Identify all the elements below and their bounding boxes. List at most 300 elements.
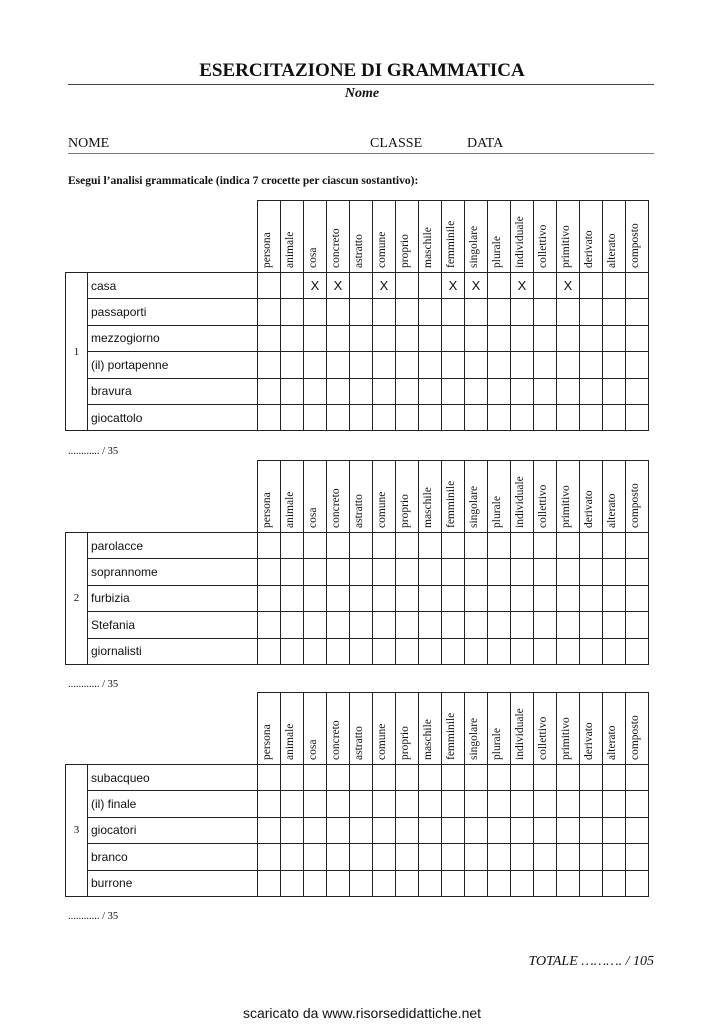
column-header [626, 461, 649, 533]
checkbox-cell-astratto[interactable] [350, 299, 373, 325]
checkbox-cell-derivato[interactable] [580, 559, 603, 585]
checkbox-cell-comune[interactable] [373, 404, 396, 430]
page-title: ESERCITAZIONE DI GRAMMATICA [199, 60, 525, 81]
checkbox-cell-maschile[interactable] [419, 533, 442, 559]
checkbox-cell-primitivo[interactable] [557, 638, 580, 664]
checkbox-cell-comune[interactable] [373, 817, 396, 843]
checkbox-cell-comune[interactable] [373, 585, 396, 611]
checkbox-cell-concreto[interactable] [327, 325, 350, 351]
checkbox-cell-derivato[interactable] [580, 325, 603, 351]
checkbox-cell-plurale[interactable] [488, 817, 511, 843]
checkbox-cell-primitivo[interactable] [557, 844, 580, 870]
table-row [66, 533, 649, 559]
checkbox-cell-animale[interactable] [281, 352, 304, 378]
checkbox-cell-composto[interactable] [626, 273, 649, 299]
checkbox-cell-derivato[interactable] [580, 404, 603, 430]
checkbox-cell-femminile[interactable] [442, 844, 465, 870]
section-number: 3 [66, 765, 88, 897]
checkbox-cell-proprio[interactable] [396, 404, 419, 430]
checkbox-cell-proprio[interactable] [396, 378, 419, 404]
checkbox-cell-plurale[interactable] [488, 559, 511, 585]
checkbox-cell-primitivo[interactable] [557, 585, 580, 611]
checkbox-cell-animale[interactable] [281, 844, 304, 870]
checkbox-cell-astratto[interactable] [350, 638, 373, 664]
checkbox-cell-proprio[interactable] [396, 273, 419, 299]
checkbox-cell-primitivo[interactable] [557, 273, 580, 299]
checkbox-cell-individuale[interactable] [511, 870, 534, 896]
checkbox-cell-singolare[interactable] [465, 844, 488, 870]
checkbox-cell-maschile[interactable] [419, 844, 442, 870]
column-header-label: astratto [353, 494, 365, 528]
checkbox-cell-proprio[interactable] [396, 844, 419, 870]
checkbox-cell-derivato[interactable] [580, 299, 603, 325]
checkbox-cell-astratto[interactable] [350, 378, 373, 404]
checkbox-cell-comune[interactable] [373, 844, 396, 870]
checkbox-cell-collettivo[interactable] [534, 791, 557, 817]
checkbox-cell-astratto[interactable] [350, 844, 373, 870]
checkbox-cell-astratto[interactable] [350, 404, 373, 430]
checkbox-cell-concreto[interactable] [327, 870, 350, 896]
checkbox-cell-individuale[interactable] [511, 817, 534, 843]
checkbox-cell-concreto[interactable] [327, 817, 350, 843]
checkbox-cell-femminile[interactable] [442, 352, 465, 378]
checkbox-cell-primitivo[interactable] [557, 765, 580, 791]
checkbox-cell-composto[interactable] [626, 352, 649, 378]
checkbox-cell-individuale[interactable] [511, 325, 534, 351]
checkbox-cell-singolare[interactable] [465, 352, 488, 378]
checkbox-cell-persona[interactable] [258, 378, 281, 404]
checkbox-cell-collettivo[interactable] [534, 352, 557, 378]
checkbox-cell-singolare[interactable] [465, 765, 488, 791]
checkbox-cell-astratto[interactable] [350, 585, 373, 611]
checkbox-cell-derivato[interactable] [580, 870, 603, 896]
checkbox-cell-proprio[interactable] [396, 559, 419, 585]
checkbox-cell-femminile[interactable] [442, 638, 465, 664]
checkbox-cell-plurale[interactable] [488, 533, 511, 559]
checkbox-cell-animale[interactable] [281, 765, 304, 791]
checkbox-cell-proprio[interactable] [396, 325, 419, 351]
checkbox-cell-composto[interactable] [626, 638, 649, 664]
checkbox-cell-individuale[interactable] [511, 533, 534, 559]
table-row [66, 844, 649, 870]
checkbox-cell-singolare[interactable] [465, 870, 488, 896]
checkbox-cell-animale[interactable] [281, 273, 304, 299]
checkbox-cell-collettivo[interactable] [534, 533, 557, 559]
checkbox-cell-persona[interactable] [258, 817, 281, 843]
checkbox-cell-singolare[interactable] [465, 273, 488, 299]
checkbox-cell-concreto[interactable] [327, 533, 350, 559]
checkbox-cell-animale[interactable] [281, 638, 304, 664]
checkbox-cell-concreto[interactable] [327, 585, 350, 611]
checkbox-cell-collettivo[interactable] [534, 817, 557, 843]
checkbox-cell-animale[interactable] [281, 378, 304, 404]
checkbox-cell-maschile[interactable] [419, 765, 442, 791]
checkbox-cell-alterato[interactable] [603, 844, 626, 870]
checkbox-cell-individuale[interactable] [511, 352, 534, 378]
checkbox-cell-comune[interactable] [373, 352, 396, 378]
section-number: 2 [66, 533, 88, 665]
checkbox-cell-plurale[interactable] [488, 352, 511, 378]
checkbox-cell-femminile[interactable] [442, 299, 465, 325]
checkbox-cell-concreto[interactable] [327, 638, 350, 664]
checkbox-cell-composto[interactable] [626, 612, 649, 638]
checkbox-cell-alterato[interactable] [603, 585, 626, 611]
checkbox-cell-composto[interactable] [626, 870, 649, 896]
checkbox-cell-collettivo[interactable] [534, 765, 557, 791]
checkbox-cell-concreto[interactable] [327, 765, 350, 791]
checkbox-cell-primitivo[interactable] [557, 352, 580, 378]
column-header-label: maschile [422, 719, 434, 760]
checkbox-cell-derivato[interactable] [580, 273, 603, 299]
checkbox-cell-plurale[interactable] [488, 844, 511, 870]
checkbox-cell-proprio[interactable] [396, 585, 419, 611]
checkbox-cell-alterato[interactable] [603, 273, 626, 299]
checkbox-cell-alterato[interactable] [603, 378, 626, 404]
checkbox-cell-animale[interactable] [281, 325, 304, 351]
checkbox-cell-primitivo[interactable] [557, 559, 580, 585]
checkbox-cell-cosa[interactable] [304, 404, 327, 430]
checkbox-cell-individuale[interactable] [511, 765, 534, 791]
checkbox-cell-collettivo[interactable] [534, 844, 557, 870]
checkbox-cell-femminile[interactable] [442, 533, 465, 559]
checkbox-cell-composto[interactable] [626, 533, 649, 559]
checkbox-cell-concreto[interactable] [327, 844, 350, 870]
checkbox-cell-femminile[interactable] [442, 612, 465, 638]
checkbox-cell-singolare[interactable] [465, 325, 488, 351]
checkbox-cell-animale[interactable] [281, 559, 304, 585]
checkbox-cell-astratto[interactable] [350, 791, 373, 817]
checkbox-cell-femminile[interactable] [442, 325, 465, 351]
checkbox-cell-primitivo[interactable] [557, 612, 580, 638]
checkbox-cell-persona[interactable] [258, 612, 281, 638]
checkbox-cell-cosa[interactable] [304, 612, 327, 638]
checkbox-cell-maschile[interactable] [419, 612, 442, 638]
checkbox-cell-astratto[interactable] [350, 273, 373, 299]
checkbox-cell-cosa[interactable] [304, 325, 327, 351]
checkbox-cell-comune[interactable] [373, 299, 396, 325]
checkbox-cell-astratto[interactable] [350, 817, 373, 843]
checkbox-cell-maschile[interactable] [419, 273, 442, 299]
checkbox-cell-primitivo[interactable] [557, 325, 580, 351]
column-header-label: persona [261, 492, 273, 528]
checkbox-cell-animale[interactable] [281, 585, 304, 611]
checkbox-cell-cosa[interactable] [304, 844, 327, 870]
checkbox-cell-plurale[interactable] [488, 378, 511, 404]
noun-word: soprannome [88, 559, 258, 585]
checkbox-cell-cosa[interactable] [304, 765, 327, 791]
checkbox-cell-cosa[interactable] [304, 559, 327, 585]
checkbox-cell-maschile[interactable] [419, 585, 442, 611]
checkbox-cell-femminile[interactable] [442, 404, 465, 430]
checkbox-cell-individuale[interactable] [511, 273, 534, 299]
column-header-row [66, 461, 649, 533]
checkbox-cell-femminile[interactable] [442, 765, 465, 791]
checkbox-cell-alterato[interactable] [603, 817, 626, 843]
checkbox-cell-astratto[interactable] [350, 612, 373, 638]
checkbox-cell-plurale[interactable] [488, 404, 511, 430]
checkbox-cell-concreto[interactable] [327, 612, 350, 638]
checkbox-cell-cosa[interactable] [304, 870, 327, 896]
checkbox-cell-comune[interactable] [373, 638, 396, 664]
checkbox-cell-animale[interactable] [281, 870, 304, 896]
checkbox-cell-plurale[interactable] [488, 273, 511, 299]
checkbox-cell-composto[interactable] [626, 325, 649, 351]
column-header [534, 693, 557, 765]
checkbox-cell-comune[interactable] [373, 870, 396, 896]
checkbox-cell-persona[interactable] [258, 325, 281, 351]
checkbox-cell-maschile[interactable] [419, 791, 442, 817]
checkbox-cell-plurale[interactable] [488, 791, 511, 817]
checkbox-cell-singolare[interactable] [465, 299, 488, 325]
checkbox-cell-individuale[interactable] [511, 844, 534, 870]
checkbox-cell-cosa[interactable] [304, 585, 327, 611]
column-header-label: plurale [491, 728, 503, 760]
checkbox-cell-astratto[interactable] [350, 870, 373, 896]
checkbox-cell-derivato[interactable] [580, 638, 603, 664]
checkbox-cell-cosa[interactable] [304, 791, 327, 817]
checkbox-cell-animale[interactable] [281, 791, 304, 817]
checkbox-cell-alterato[interactable] [603, 870, 626, 896]
checkbox-cell-primitivo[interactable] [557, 404, 580, 430]
checkbox-cell-cosa[interactable] [304, 273, 327, 299]
checkbox-cell-singolare[interactable] [465, 585, 488, 611]
checkbox-cell-animale[interactable] [281, 404, 304, 430]
checkbox-cell-persona[interactable] [258, 352, 281, 378]
checkbox-cell-composto[interactable] [626, 585, 649, 611]
checkbox-cell-alterato[interactable] [603, 299, 626, 325]
checkbox-cell-maschile[interactable] [419, 299, 442, 325]
name-label: NOME [68, 136, 110, 151]
checkbox-cell-maschile[interactable] [419, 559, 442, 585]
checkbox-cell-plurale[interactable] [488, 585, 511, 611]
checkbox-cell-primitivo[interactable] [557, 299, 580, 325]
checkbox-cell-proprio[interactable] [396, 765, 419, 791]
checkbox-cell-plurale[interactable] [488, 765, 511, 791]
checkbox-cell-femminile[interactable] [442, 870, 465, 896]
checkbox-cell-collettivo[interactable] [534, 870, 557, 896]
checkbox-cell-cosa[interactable] [304, 352, 327, 378]
checkbox-cell-collettivo[interactable] [534, 612, 557, 638]
checkbox-cell-composto[interactable] [626, 765, 649, 791]
checkbox-cell-animale[interactable] [281, 299, 304, 325]
checkbox-cell-comune[interactable] [373, 559, 396, 585]
checkbox-cell-collettivo[interactable] [534, 299, 557, 325]
checkbox-cell-alterato[interactable] [603, 325, 626, 351]
checkbox-cell-individuale[interactable] [511, 612, 534, 638]
checkbox-cell-derivato[interactable] [580, 378, 603, 404]
checkbox-cell-cosa[interactable] [304, 533, 327, 559]
checkbox-cell-alterato[interactable] [603, 533, 626, 559]
checkbox-cell-concreto[interactable] [327, 791, 350, 817]
checkbox-cell-singolare[interactable] [465, 559, 488, 585]
checkbox-cell-femminile[interactable] [442, 791, 465, 817]
checkbox-cell-proprio[interactable] [396, 791, 419, 817]
checkbox-cell-collettivo[interactable] [534, 404, 557, 430]
checkbox-cell-primitivo[interactable] [557, 791, 580, 817]
checkbox-cell-astratto[interactable] [350, 533, 373, 559]
checkbox-cell-primitivo[interactable] [557, 378, 580, 404]
checkbox-cell-maschile[interactable] [419, 638, 442, 664]
checkbox-cell-singolare[interactable] [465, 817, 488, 843]
checkbox-cell-proprio[interactable] [396, 612, 419, 638]
checkbox-cell-comune[interactable] [373, 325, 396, 351]
checkbox-cell-maschile[interactable] [419, 378, 442, 404]
checkbox-cell-collettivo[interactable] [534, 273, 557, 299]
section-score: ............ / 35 [68, 679, 119, 690]
checkbox-cell-collettivo[interactable] [534, 585, 557, 611]
checkbox-cell-maschile[interactable] [419, 325, 442, 351]
checkbox-cell-maschile[interactable] [419, 404, 442, 430]
checkbox-cell-singolare[interactable] [465, 533, 488, 559]
checkbox-cell-persona[interactable] [258, 870, 281, 896]
checkbox-cell-derivato[interactable] [580, 585, 603, 611]
checkbox-cell-alterato[interactable] [603, 352, 626, 378]
checkbox-cell-persona[interactable] [258, 791, 281, 817]
table-row [66, 404, 649, 430]
checkbox-cell-persona[interactable] [258, 299, 281, 325]
checkbox-cell-alterato[interactable] [603, 612, 626, 638]
checkbox-cell-singolare[interactable] [465, 404, 488, 430]
checkbox-cell-individuale[interactable] [511, 638, 534, 664]
checkbox-cell-collettivo[interactable] [534, 638, 557, 664]
checkbox-cell-composto[interactable] [626, 378, 649, 404]
checkbox-cell-comune[interactable] [373, 791, 396, 817]
checkbox-cell-astratto[interactable] [350, 559, 373, 585]
checkbox-cell-composto[interactable] [626, 844, 649, 870]
checkbox-cell-derivato[interactable] [580, 765, 603, 791]
checkbox-cell-alterato[interactable] [603, 638, 626, 664]
checkbox-cell-persona[interactable] [258, 844, 281, 870]
checkbox-cell-proprio[interactable] [396, 533, 419, 559]
checkbox-cell-plurale[interactable] [488, 299, 511, 325]
column-header-label: primitivo [560, 225, 572, 268]
column-header [557, 461, 580, 533]
checkbox-cell-maschile[interactable] [419, 870, 442, 896]
checkbox-cell-collettivo[interactable] [534, 559, 557, 585]
checkbox-cell-individuale[interactable] [511, 378, 534, 404]
checkbox-cell-maschile[interactable] [419, 817, 442, 843]
checkbox-cell-collettivo[interactable] [534, 378, 557, 404]
checkbox-cell-concreto[interactable] [327, 352, 350, 378]
checkbox-cell-maschile[interactable] [419, 352, 442, 378]
checkbox-cell-persona[interactable] [258, 638, 281, 664]
checkbox-cell-concreto[interactable] [327, 378, 350, 404]
checkbox-cell-individuale[interactable] [511, 585, 534, 611]
checkbox-cell-concreto[interactable] [327, 559, 350, 585]
table-row [66, 612, 649, 638]
checkbox-cell-proprio[interactable] [396, 638, 419, 664]
checkbox-cell-persona[interactable] [258, 559, 281, 585]
checkbox-cell-cosa[interactable] [304, 378, 327, 404]
checkbox-cell-persona[interactable] [258, 404, 281, 430]
checkbox-cell-singolare[interactable] [465, 791, 488, 817]
checkbox-cell-composto[interactable] [626, 299, 649, 325]
checkbox-cell-animale[interactable] [281, 817, 304, 843]
checkbox-cell-singolare[interactable] [465, 378, 488, 404]
checkbox-cell-cosa[interactable] [304, 299, 327, 325]
checkbox-cell-individuale[interactable] [511, 299, 534, 325]
column-header [603, 693, 626, 765]
checkbox-cell-cosa[interactable] [304, 817, 327, 843]
checkbox-cell-individuale[interactable] [511, 791, 534, 817]
column-header [442, 693, 465, 765]
total-score: TOTALE ………. / 105 [528, 954, 654, 969]
checkbox-cell-singolare[interactable] [465, 638, 488, 664]
checkbox-cell-composto[interactable] [626, 791, 649, 817]
column-header-row [66, 693, 649, 765]
checkbox-cell-composto[interactable] [626, 817, 649, 843]
checkbox-cell-femminile[interactable] [442, 273, 465, 299]
checkbox-cell-persona[interactable] [258, 533, 281, 559]
checkbox-cell-astratto[interactable] [350, 325, 373, 351]
checkbox-cell-concreto[interactable] [327, 404, 350, 430]
checkbox-cell-astratto[interactable] [350, 352, 373, 378]
checkbox-cell-proprio[interactable] [396, 817, 419, 843]
checkbox-cell-individuale[interactable] [511, 559, 534, 585]
checkbox-cell-femminile[interactable] [442, 378, 465, 404]
checkbox-cell-primitivo[interactable] [557, 870, 580, 896]
checkbox-cell-persona[interactable] [258, 585, 281, 611]
checkbox-cell-proprio[interactable] [396, 352, 419, 378]
checkbox-cell-plurale[interactable] [488, 870, 511, 896]
checkbox-cell-plurale[interactable] [488, 325, 511, 351]
checkbox-cell-comune[interactable] [373, 612, 396, 638]
checkbox-cell-comune[interactable] [373, 533, 396, 559]
cross-mark: X [517, 278, 527, 294]
checkbox-cell-persona[interactable] [258, 765, 281, 791]
checkbox-cell-proprio[interactable] [396, 299, 419, 325]
checkbox-cell-femminile[interactable] [442, 559, 465, 585]
checkbox-cell-animale[interactable] [281, 533, 304, 559]
checkbox-cell-alterato[interactable] [603, 765, 626, 791]
checkbox-cell-comune[interactable] [373, 378, 396, 404]
checkbox-cell-composto[interactable] [626, 559, 649, 585]
checkbox-cell-concreto[interactable] [327, 273, 350, 299]
checkbox-cell-primitivo[interactable] [557, 817, 580, 843]
column-header-label: composto [629, 483, 641, 528]
checkbox-cell-comune[interactable] [373, 273, 396, 299]
checkbox-cell-concreto[interactable] [327, 299, 350, 325]
checkbox-cell-alterato[interactable] [603, 404, 626, 430]
checkbox-cell-derivato[interactable] [580, 817, 603, 843]
checkbox-cell-derivato[interactable] [580, 533, 603, 559]
checkbox-cell-individuale[interactable] [511, 404, 534, 430]
checkbox-cell-alterato[interactable] [603, 559, 626, 585]
checkbox-cell-derivato[interactable] [580, 844, 603, 870]
checkbox-cell-derivato[interactable] [580, 612, 603, 638]
checkbox-cell-singolare[interactable] [465, 612, 488, 638]
checkbox-cell-proprio[interactable] [396, 870, 419, 896]
table-row [66, 273, 649, 299]
checkbox-cell-comune[interactable] [373, 765, 396, 791]
checkbox-cell-derivato[interactable] [580, 352, 603, 378]
checkbox-cell-animale[interactable] [281, 612, 304, 638]
checkbox-cell-plurale[interactable] [488, 638, 511, 664]
checkbox-cell-collettivo[interactable] [534, 325, 557, 351]
checkbox-cell-alterato[interactable] [603, 791, 626, 817]
noun-word: parolacce [88, 533, 258, 559]
checkbox-cell-femminile[interactable] [442, 585, 465, 611]
checkbox-cell-cosa[interactable] [304, 638, 327, 664]
checkbox-cell-femminile[interactable] [442, 817, 465, 843]
checkbox-cell-primitivo[interactable] [557, 533, 580, 559]
checkbox-cell-plurale[interactable] [488, 612, 511, 638]
checkbox-cell-astratto[interactable] [350, 765, 373, 791]
checkbox-cell-derivato[interactable] [580, 791, 603, 817]
checkbox-cell-persona[interactable] [258, 273, 281, 299]
column-header-label: singolare [468, 225, 480, 268]
checkbox-cell-composto[interactable] [626, 404, 649, 430]
